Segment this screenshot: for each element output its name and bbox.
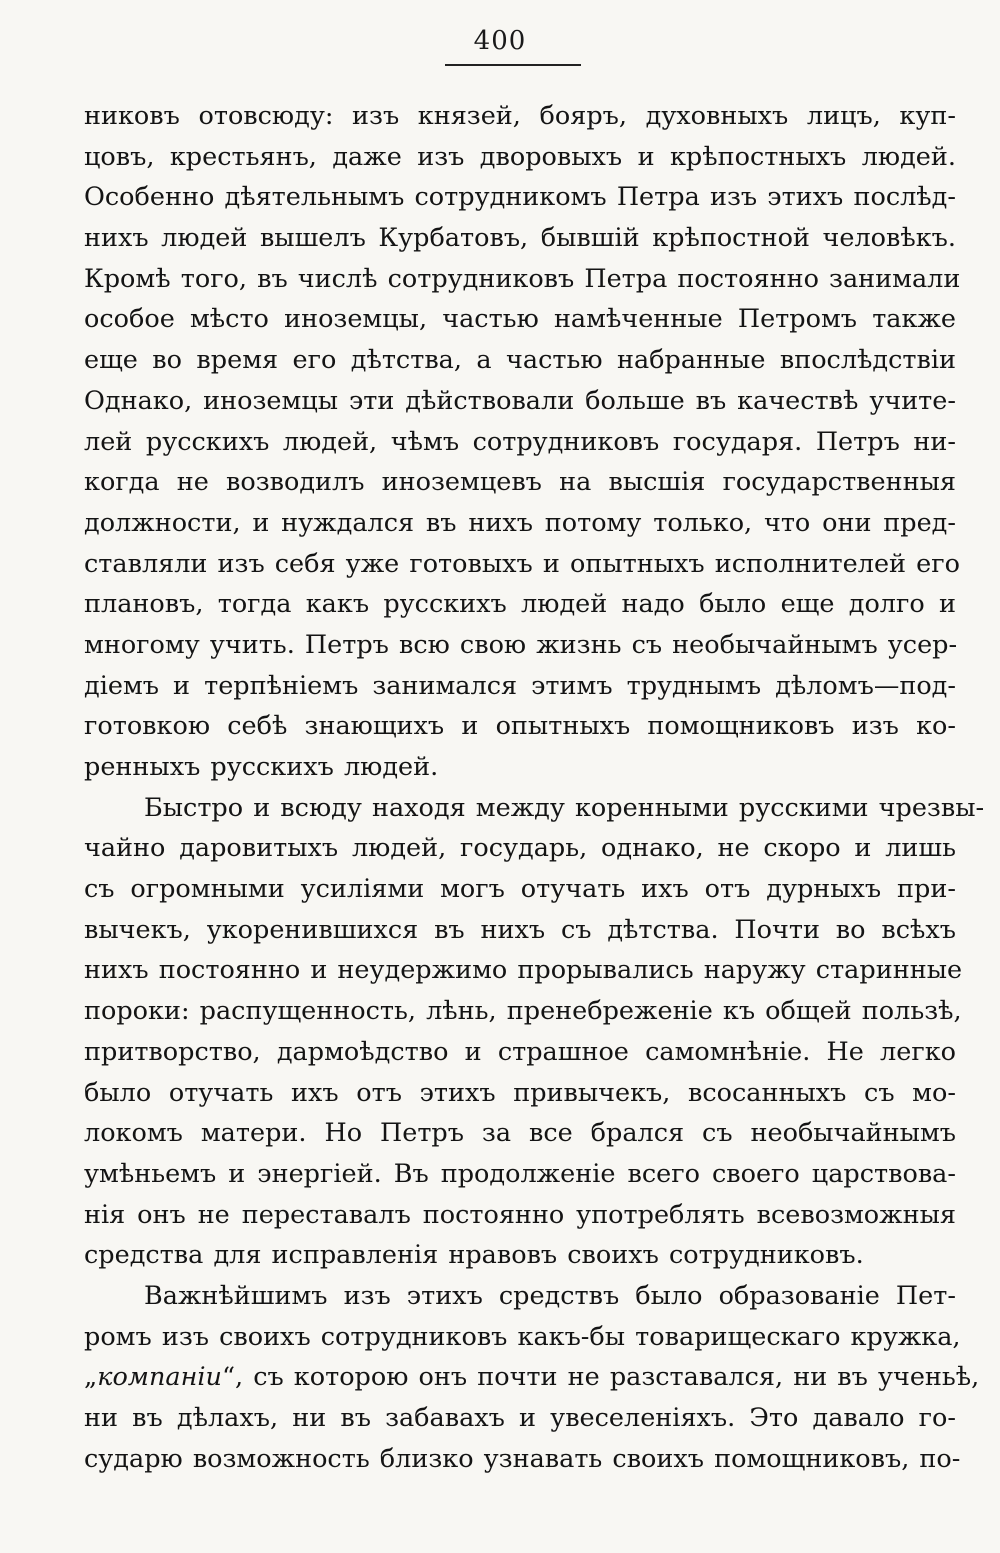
- text-line: діемъ и терпѣніемъ занимался этимъ труднымъ дѣломъ—под-: [84, 670, 956, 701]
- page-number: 400: [473, 26, 527, 56]
- text-line: сударю возможность близко узнавать своихъ помощниковъ, по-: [84, 1443, 961, 1474]
- text-line: притворство, дармоѣдство и страшное самомнѣніе. Не легко: [84, 1036, 956, 1067]
- text-line: чайно даровитыхъ людей, государь, однако, не скоро и лишь: [84, 833, 956, 864]
- text-line: вычекъ, укоренившихся въ нихъ съ дѣтства. Почти во всѣхъ: [84, 914, 956, 945]
- text-line: никовъ отовсюду: изъ князей, бояръ, духовныхъ лицъ, куп-: [84, 101, 956, 131]
- text-line: Однако, иноземцы эти дѣйствовали больше въ качествѣ учите-: [84, 385, 956, 416]
- text-line: нихъ постоянно и неудержимо прорывались наружу старинные: [84, 955, 963, 986]
- text-line: средства для исправленія нравовъ своихъ сотрудниковъ.: [84, 1240, 864, 1271]
- header-rule: [445, 64, 581, 66]
- text-line: пороки: распущенность, лѣнь, пренебреженіе къ общей пользѣ,: [84, 996, 962, 1027]
- text-line: должности, и нуждался въ нихъ потому только, что они пред-: [84, 507, 956, 538]
- text-line: съ огромными усиліями могъ отучать ихъ отъ дурныхъ при-: [84, 874, 956, 905]
- text-line: ромъ изъ своихъ сотрудниковъ какъ-бы товарищескаго кружка,: [84, 1321, 961, 1352]
- text-line: локомъ матери. Но Петръ за все брался съ необычайнымъ: [84, 1118, 956, 1149]
- text-line: еще во время его дѣтства, а частью набранные впослѣдствіи: [84, 345, 956, 376]
- italic-term: компаніи: [97, 1362, 222, 1393]
- text-line: Важнѣйшимъ изъ этихъ средствъ было образованіе Пет-: [144, 1280, 956, 1311]
- text-line: было отучать ихъ отъ этихъ привычекъ, всосанныхъ съ мо-: [84, 1077, 956, 1108]
- text-line: лей русскихъ людей, чѣмъ сотрудниковъ государя. Петръ ни-: [84, 426, 956, 457]
- text-line: цовъ, крестьянъ, даже изъ дворовыхъ и крѣпостныхъ людей.: [84, 141, 956, 172]
- text-line: умѣньемъ и энергіей. Въ продолженіе всего своего царствова-: [84, 1158, 956, 1189]
- text-line: „компаніи“, съ которою онъ почти не разставался, ни въ ученьѣ,: [84, 1362, 980, 1393]
- text-line: когда не возводилъ иноземцевъ на высшія государственныя: [84, 467, 956, 498]
- text-line: готовкою себѣ знающихъ и опытныхъ помощниковъ изъ ко-: [84, 711, 956, 742]
- text-line: ренныхъ русскихъ людей.: [84, 752, 439, 782]
- text-line: ставляли изъ себя уже готовыхъ и опытныхъ исполнителей его: [84, 548, 960, 579]
- text-line: Быстро и всюду находя между коренными русскими чрезвы-: [144, 792, 985, 823]
- text-line: Особенно дѣятельнымъ сотрудникомъ Петра изъ этихъ послѣд-: [84, 182, 956, 213]
- text-line: ни въ дѣлахъ, ни въ забавахъ и увеселеніяхъ. Это давало го-: [84, 1403, 956, 1433]
- body-text: [84, 96, 985, 1479]
- text-line: многому учить. Петръ всю свою жизнь съ необычайнымъ усер-: [84, 629, 958, 660]
- text-line: плановъ, тогда какъ русскихъ людей надо было еще долго и: [84, 589, 956, 620]
- text-line: Кромѣ того, въ числѣ сотрудниковъ Петра постоянно занимали: [84, 263, 961, 294]
- text-line: особое мѣсто иноземцы, частью намѣченные Петромъ также: [84, 304, 956, 335]
- text-line: нихъ людей вышелъ Курбатовъ, бывшій крѣпостной человѣкъ.: [84, 223, 956, 254]
- text-line: нія онъ не переставалъ постоянно употреблять всевозможныя: [84, 1199, 956, 1230]
